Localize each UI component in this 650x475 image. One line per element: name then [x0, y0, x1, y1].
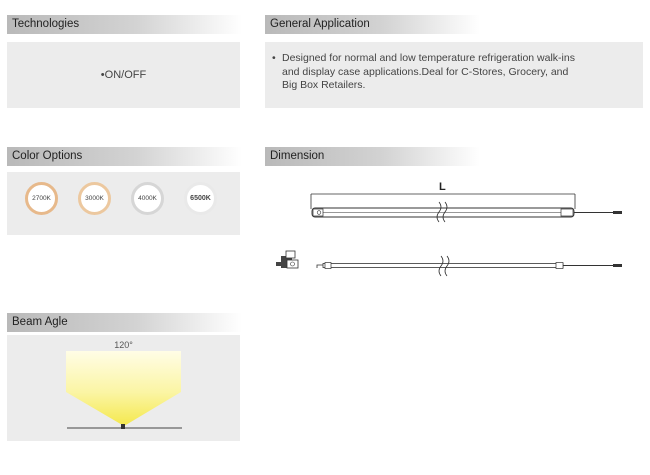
beam-angle-label: 120°: [114, 340, 133, 350]
general-application-bullet: •: [272, 52, 276, 64]
beam-angle-header: [7, 313, 242, 332]
dimension-title: Dimension: [270, 150, 325, 162]
general-application-line: Big Box Retailers.: [282, 79, 366, 91]
technologies-title: Technologies: [12, 18, 80, 30]
general-application-line: Designed for normal and low temperature refrigeration walk-ins: [282, 52, 575, 64]
strip-side-view: [276, 251, 622, 276]
color-option-4000k: [131, 182, 164, 215]
color-option-label: 3000K: [85, 195, 104, 202]
beam-angle-title: Beam Agle: [12, 316, 68, 328]
technologies-item-label: ON/OFF: [104, 69, 147, 81]
technologies-bullet: •: [100, 69, 105, 81]
color-options-title: Color Options: [12, 150, 83, 162]
dimension-header: [265, 147, 480, 166]
general-application-line: and display case applications.Deal for C-Stores, Grocery, and: [282, 65, 569, 78]
general-application-panel: [265, 42, 643, 108]
technologies-panel: [7, 42, 240, 108]
strip-top-view: [312, 202, 622, 222]
beam-angle-panel: [7, 335, 240, 441]
general-application-header: [265, 15, 480, 34]
beam-light-shape: [66, 351, 181, 426]
color-options-panel: [7, 172, 240, 235]
color-option-2700k: [25, 182, 58, 215]
technologies-header: [7, 15, 242, 34]
color-option-label: 4000K: [138, 195, 157, 202]
color-option-3000k: [78, 182, 111, 215]
dimension-length-label: L: [439, 181, 446, 193]
general-application-text: [272, 52, 632, 93]
light-source: [121, 424, 125, 429]
color-options-header: [7, 147, 242, 166]
technologies-item: [7, 69, 240, 81]
beam-angle-diagram: [7, 335, 240, 441]
dimension-drawing: [265, 172, 645, 287]
color-option-label: 2700K: [32, 195, 51, 202]
general-application-title: General Application: [270, 18, 370, 30]
color-option-6500k: [184, 182, 217, 215]
color-option-label: 6500K: [190, 195, 211, 202]
